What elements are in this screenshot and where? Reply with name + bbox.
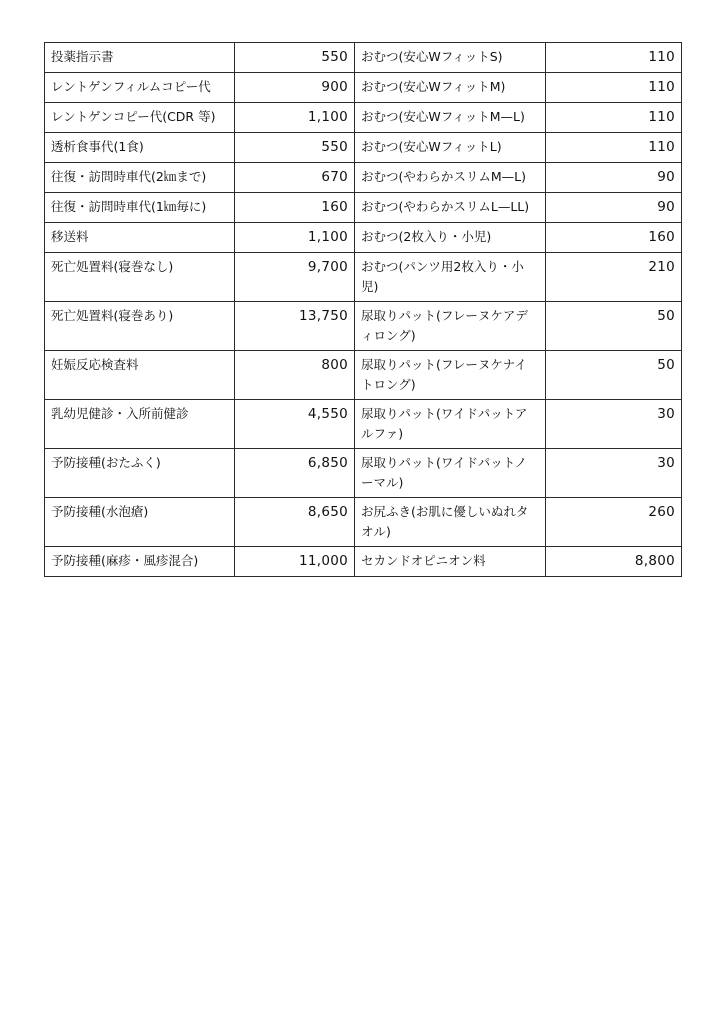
right-item-fee: 50	[546, 351, 682, 400]
right-item-fee: 110	[546, 43, 682, 73]
right-item-fee: 110	[546, 133, 682, 163]
left-item-name: 移送料	[45, 223, 235, 253]
left-item-fee: 1,100	[235, 223, 355, 253]
right-item-name: おむつ(安心WフィットL)	[355, 133, 546, 163]
left-item-name: 予防接種(水泡瘡)	[45, 498, 235, 547]
left-item-name: レントゲンコピー代(CDR 等)	[45, 103, 235, 133]
table-row	[45, 43, 682, 73]
table-row	[45, 133, 682, 163]
table-row	[45, 498, 682, 547]
table-row	[45, 449, 682, 498]
right-item-name: おむつ(2枚入り・小児)	[355, 223, 546, 253]
table-row	[45, 103, 682, 133]
right-item-fee: 30	[546, 400, 682, 449]
left-item-fee: 670	[235, 163, 355, 193]
right-item-name: おむつ(安心WフィットM—L)	[355, 103, 546, 133]
right-item-fee: 210	[546, 253, 682, 302]
right-item-name: 尿取りパット(ワイドパットノーマル)	[355, 449, 546, 498]
left-item-fee: 900	[235, 73, 355, 103]
table-row	[45, 223, 682, 253]
table-row	[45, 400, 682, 449]
left-item-name: 往復・訪問時車代(2㎞まで)	[45, 163, 235, 193]
right-item-name: おむつ(やわらかスリムM—L)	[355, 163, 546, 193]
right-item-name: おむつ(安心WフィットS)	[355, 43, 546, 73]
left-item-fee: 8,650	[235, 498, 355, 547]
table-row	[45, 163, 682, 193]
right-item-name: おむつ(安心WフィットM)	[355, 73, 546, 103]
left-item-name: 死亡処置料(寝巻あり)	[45, 302, 235, 351]
left-item-fee: 6,850	[235, 449, 355, 498]
right-item-name: 尿取りパット(フレーヌケナイトロング)	[355, 351, 546, 400]
right-item-name: おむつ(パンツ用2枚入り・小児)	[355, 253, 546, 302]
right-item-fee: 160	[546, 223, 682, 253]
left-item-fee: 1,100	[235, 103, 355, 133]
left-item-name: 透析食事代(1食)	[45, 133, 235, 163]
right-item-name: 尿取りパット(フレーヌケアディロング)	[355, 302, 546, 351]
table-row	[45, 351, 682, 400]
left-item-name: 乳幼児健診・入所前健診	[45, 400, 235, 449]
left-item-name: 妊娠反応検査料	[45, 351, 235, 400]
left-item-fee: 550	[235, 43, 355, 73]
left-item-name: 往復・訪問時車代(1㎞毎に)	[45, 193, 235, 223]
left-item-name: 予防接種(おたふく)	[45, 449, 235, 498]
left-item-name: 投薬指示書	[45, 43, 235, 73]
table-row	[45, 73, 682, 103]
table-row	[45, 193, 682, 223]
right-item-fee: 110	[546, 73, 682, 103]
fee-table	[44, 42, 682, 577]
left-item-name: 予防接種(麻疹・風疹混合)	[45, 547, 235, 577]
right-item-fee: 50	[546, 302, 682, 351]
fee-table-body	[45, 43, 682, 577]
right-item-fee: 30	[546, 449, 682, 498]
table-row	[45, 547, 682, 577]
right-item-fee: 110	[546, 103, 682, 133]
right-item-name: おむつ(やわらかスリムL—LL)	[355, 193, 546, 223]
right-item-name: 尿取りパット(ワイドパットアルファ)	[355, 400, 546, 449]
right-item-fee: 90	[546, 193, 682, 223]
right-item-fee: 8,800	[546, 547, 682, 577]
right-item-fee: 260	[546, 498, 682, 547]
left-item-fee: 550	[235, 133, 355, 163]
left-item-fee: 13,750	[235, 302, 355, 351]
table-row	[45, 253, 682, 302]
left-item-name: 死亡処置料(寝巻なし)	[45, 253, 235, 302]
right-item-name: お尻ふき(お肌に優しいぬれタオル)	[355, 498, 546, 547]
left-item-fee: 11,000	[235, 547, 355, 577]
left-item-fee: 9,700	[235, 253, 355, 302]
right-item-fee: 90	[546, 163, 682, 193]
left-item-fee: 160	[235, 193, 355, 223]
left-item-fee: 4,550	[235, 400, 355, 449]
right-item-name: セカンドオピニオン料	[355, 547, 546, 577]
left-item-fee: 800	[235, 351, 355, 400]
left-item-name: レントゲンフィルムコピー代	[45, 73, 235, 103]
table-row	[45, 302, 682, 351]
